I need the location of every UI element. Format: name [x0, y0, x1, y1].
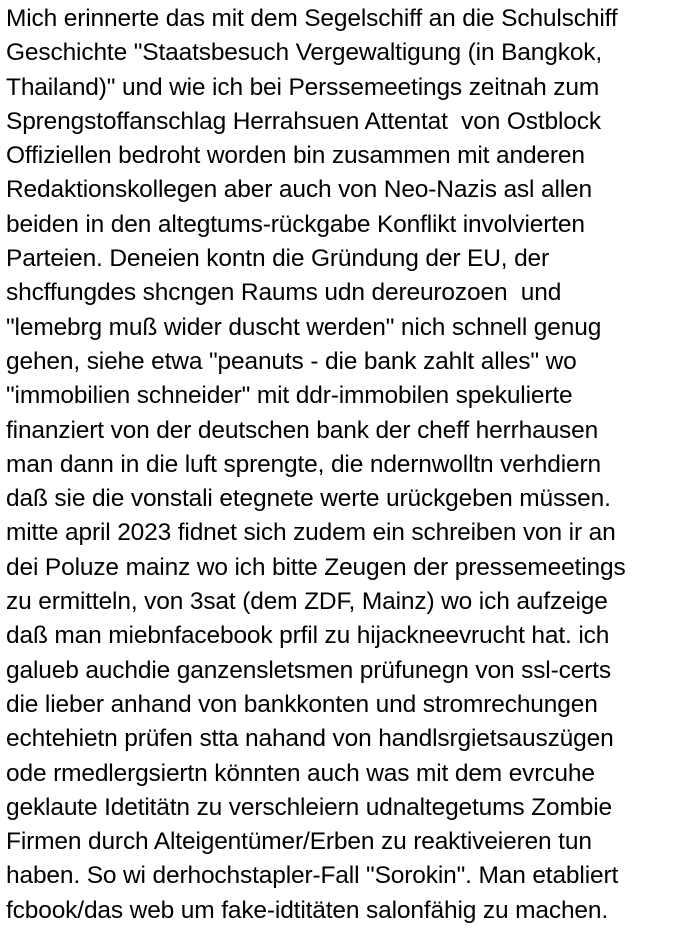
text-line: haben. So wi derhochstapler-Fall "Sorokin". Man etabliert	[6, 862, 619, 890]
document-text	[6, 2, 684, 928]
text-line: ode rmedlergsiertn könnten auch was mit dem evrcuhe	[6, 759, 595, 787]
text-line: man dann in die luft sprengte, die ndernwolltn verhdiern	[6, 450, 601, 478]
text-line: dei Poluze mainz wo ich bitte Zeugen der pressemeetings	[6, 553, 626, 581]
text-line: Firmen durch Alteigentümer/Erben zu reaktiveieren tun	[6, 828, 592, 856]
text-line: fcbook/das web um fake-idtitäten salonfähig zu machen.	[6, 896, 609, 924]
text-line: "immobilien schneider" mit ddr-immobilen spekulierte	[6, 382, 573, 410]
text-line: shcffungdes shcngen Raums udn dereurozoen und	[6, 279, 562, 307]
text-line: galueb auchdie ganzensletsmen prüfunegn von ssl-certs	[6, 656, 611, 684]
text-line: beiden in den altegtums-rückgabe Konflikt involvierten	[6, 210, 585, 238]
text-line: Geschichte "Staatsbesuch Vergewaltigung (in Bangkok,	[6, 39, 603, 67]
text-line: Sprengstoffanschlag Herrahsuen Attentat von Ostblock	[6, 107, 601, 135]
text-line: daß sie die vonstali etegnete werte urückgeben müssen.	[6, 485, 611, 513]
text-line: gehen, siehe etwa "peanuts - die bank zahlt alles" wo	[6, 347, 577, 375]
text-line: mitte april 2023 fidnet sich zudem ein schreiben von ir an	[6, 519, 616, 547]
text-line: Offiziellen bedroht worden bin zusammen mit anderen	[6, 142, 585, 170]
text-line: die lieber anhand von bankkonten und stromrechungen	[6, 690, 598, 718]
text-line: daß man miebnfacebook prfil zu hijackneevrucht hat. ich	[6, 622, 610, 650]
text-line: geklaute Idetitätn zu verschleiern udnaltegetums Zombie	[6, 793, 612, 821]
text-line: Parteien. Deneien kontn die Gründung der EU, der	[6, 245, 550, 273]
text-line: Mich erinnerte das mit dem Segelschiff an die Schulschiff	[6, 5, 618, 32]
text-line: "lemebrg muß wider duscht werden" nich schnell genug	[6, 313, 602, 341]
text-line: zu ermitteln, von 3sat (dem ZDF, Mainz) wo ich aufzeige	[6, 588, 608, 616]
text-line: finanziert von der deutschen bank der cheff herrhausen	[6, 416, 599, 444]
text-line: echtehietn prüfen stta nahand von handlsrgietsauszügen	[6, 725, 614, 753]
text-line: Thailand)" und wie ich bei Perssemeetings zeitnah zum	[6, 73, 600, 101]
text-line: Redaktionskollegen aber auch von Neo-Nazis asl allen	[6, 176, 592, 204]
